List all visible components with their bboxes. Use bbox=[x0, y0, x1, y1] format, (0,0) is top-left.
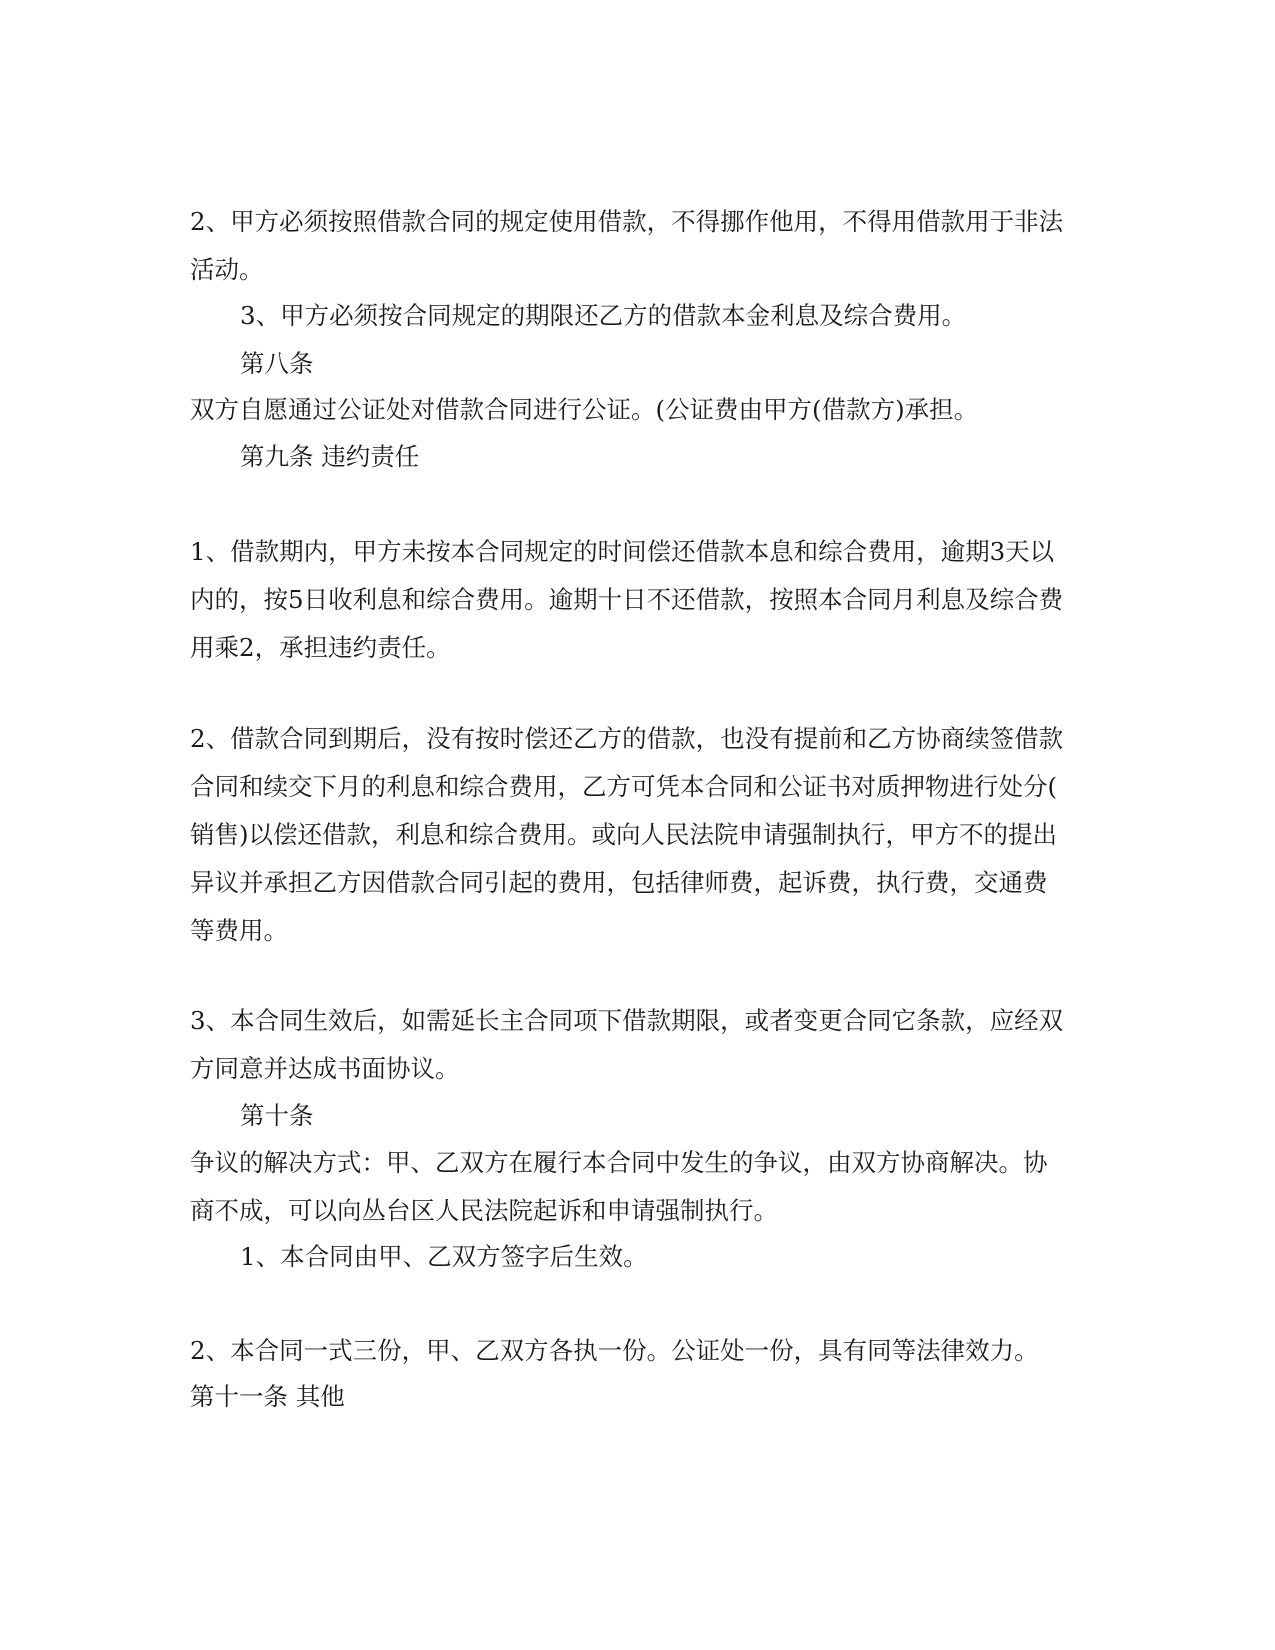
clause-8-heading bbox=[240, 340, 1130, 388]
text-line: 2、甲方必须按照借款合同的规定使用借款，不得挪作他用，不得用借款用于非法 bbox=[190, 207, 1064, 236]
clause-11-heading bbox=[190, 1373, 1080, 1421]
text-line: 等费用。 bbox=[190, 916, 288, 945]
text-line: 合同和续交下月的利息和综合费用，乙方可凭本合同和公证书对质押物进行处分( bbox=[190, 772, 1058, 801]
clause-10-item-1 bbox=[240, 1233, 1130, 1281]
clause-7-item-2 bbox=[190, 198, 1080, 294]
clause-9-heading bbox=[240, 433, 1130, 481]
text-line: 2、借款合同到期后，没有按时偿还乙方的借款，也没有提前和乙方协商续签借款 bbox=[190, 724, 1064, 753]
text-line: 商不成，可以向丛台区人民法院起诉和申请强制执行。 bbox=[190, 1196, 778, 1225]
text-line: 1、借款期内，甲方未按本合同规定的时间偿还借款本息和综合费用，逾期3天以 bbox=[190, 537, 1055, 566]
text-line: 异议并承担乙方因借款合同引起的费用，包括律师费，起诉费，执行费，交通费 bbox=[190, 868, 1048, 897]
clause-9-item-2 bbox=[190, 715, 1080, 955]
text-line: 3、甲方必须按合同规定的期限还乙方的借款本金利息及综合费用。 bbox=[240, 301, 967, 330]
clause-10-body bbox=[190, 1139, 1080, 1235]
text-line: 争议的解决方式：甲、乙双方在履行本合同中发生的争议，由双方协商解决。协 bbox=[190, 1148, 1048, 1177]
clause-7-item-3 bbox=[240, 292, 1130, 340]
clause-8-body bbox=[190, 386, 1080, 434]
text-line: 用乘2，承担违约责任。 bbox=[190, 633, 451, 662]
text-line: 3、本合同生效后，如需延长主合同项下借款期限，或者变更合同它条款，应经双 bbox=[190, 1006, 1064, 1035]
clause-9-item-3 bbox=[190, 997, 1080, 1093]
text-line: 活动。 bbox=[190, 255, 264, 284]
text-line: 内的，按5日收利息和综合费用。逾期十日不还借款，按照本合同月利息及综合费 bbox=[190, 585, 1064, 614]
text-line: 第九条 违约责任 bbox=[240, 442, 420, 471]
text-line: 第八条 bbox=[240, 349, 314, 378]
text-line: 方同意并达成书面协议。 bbox=[190, 1054, 460, 1083]
text-line: 第十一条 其他 bbox=[190, 1382, 345, 1411]
clause-9-item-1 bbox=[190, 528, 1080, 672]
text-line: 2、本合同一式三份，甲、乙双方各执一份。公证处一份，具有同等法律效力。 bbox=[190, 1336, 1039, 1365]
clause-10-heading bbox=[240, 1092, 1130, 1140]
clause-10-item-2 bbox=[190, 1327, 1080, 1375]
text-line: 双方自愿通过公证处对借款合同进行公证。(公证费由甲方(借款方)承担。 bbox=[190, 395, 979, 424]
text-line: 销售)以偿还借款，利息和综合费用。或向人民法院申请强制执行，甲方不的提出 bbox=[190, 820, 1058, 849]
text-line: 1、本合同由甲、乙双方签字后生效。 bbox=[240, 1242, 648, 1271]
text-line: 第十条 bbox=[240, 1101, 314, 1130]
